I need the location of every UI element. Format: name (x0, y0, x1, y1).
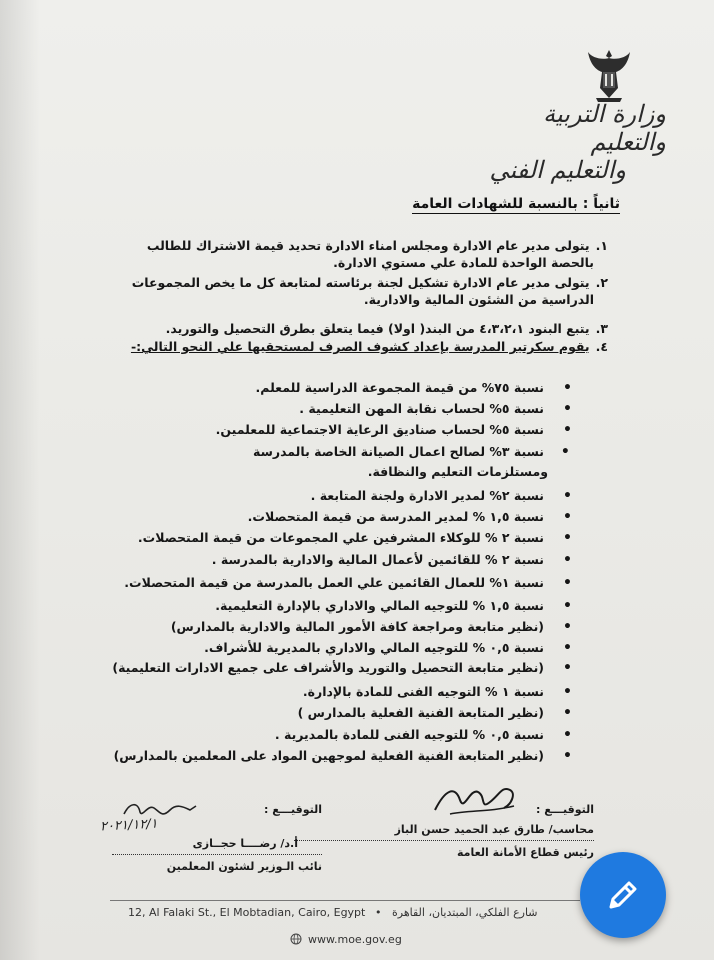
signatory-name: محاسب/ طارق عبد الحميد حسن الباز (394, 823, 594, 836)
numbered-item-4 (88, 338, 608, 355)
list-item: • (نظير متابعة التحصيل والتوريد والأشراف على جميع الادارات التعليمية) (112, 660, 544, 676)
list-item: • نسبة ٠,٥ % للتوجيه المالي والاداري بالمديرية للأشراف. (204, 640, 544, 656)
numbered-item-2 (88, 274, 608, 308)
item-number: ٣. (595, 321, 608, 336)
ministry-line-2: والتعليم الفني (489, 156, 626, 184)
list-item-continuation: ومستلزمات التعليم والنظافة. (367, 464, 548, 479)
numbered-item-1 (88, 237, 608, 271)
page-edge-shadow (0, 0, 40, 960)
list-item: • نسبة ٧٥% من قيمة المجموعة الدراسية للمعلم. (256, 380, 544, 396)
signatory-title: رئيس قطاع الأمانة العامة (294, 840, 594, 863)
signatory-name: أ.د/ رضــــا حجــازى (192, 837, 298, 850)
list-item: • نسبة ٢ % للوكلاء المشرفين علي المجموعات من قيمة المتحصلات. (138, 530, 544, 546)
list-item: • نسبة ٠,٥ % للتوجيه الفنى للمادة بالمديرية . (275, 727, 544, 743)
list-item: • نسبة ٢% لمدير الادارة ولجنة المتابعة . (311, 488, 544, 504)
signatory-title: نائب الـوزير لشئون المعلمين (112, 854, 322, 877)
pencil-icon (603, 875, 643, 915)
footer-address-en: 12, Al Falaki St., El Mobtadian, Cairo, Egypt (128, 906, 366, 919)
eagle-emblem-icon (586, 48, 632, 104)
footer-separator: • (375, 906, 382, 919)
list-item: • نسبة ٣% لصالح اعمال الصيانة الخاصة بالمدرسة (253, 444, 544, 460)
footer-website: www.moe.gov.eg (308, 933, 402, 946)
list-item: • نسبة ١,٥ % للتوجيه المالي والاداري بالإدارة التعليمية. (215, 598, 544, 614)
section-heading: ثانياً : بالنسبة للشهادات العامة (412, 196, 620, 212)
signature-label: التوقيـــع : (263, 803, 322, 816)
item-text-line: يتولى مدير عام الادارة تشكيل لجنة برئاسته لمتابعة كل ما يخص المجموعات (131, 275, 590, 290)
list-item: • (نظير المتابعة الفنية الفعلية لموجهين المواد على المعلمين بالمدارس) (114, 748, 544, 764)
ministry-name (466, 100, 666, 184)
list-item: • (نظير المتابعة الفنية الفعلية بالمدارس ) (298, 705, 544, 721)
ministry-line-1: وزارة التربية والتعليم (543, 100, 666, 156)
numbered-item-3 (88, 320, 608, 337)
item-text-line: الدراسية من الشئون المالية والادارية. (363, 292, 594, 307)
list-item: • نسبة ١% للعمال القائمين علي العمل بالمدرسة من قيمة المتحصلات. (124, 575, 544, 591)
list-item: • (نظير متابعة ومراجعة كافة الأمور المالية والادارية بالمدارس) (171, 619, 544, 635)
item-number: ٢. (595, 275, 608, 290)
list-item: • نسبة ٥% لحساب نقابة المهن التعليمية . (299, 401, 544, 417)
edit-fab-button[interactable] (580, 852, 666, 938)
item-text-line: بالحصة الواحدة للمادة علي مستوي الادارة. (333, 255, 594, 270)
list-item: • نسبة ٢ % للقائمين لأعمال المالية والادارية بالمدرسة . (212, 552, 544, 568)
list-item: • نسبة ١,٥ % لمدير المدرسة من قيمة المتحصلات. (248, 509, 544, 525)
item-number: ١. (595, 238, 608, 253)
item-text-line: يتولى مدير عام الادارة ومجلس امناء الادارة تحديد قيمة الاشتراك للطالب (146, 238, 590, 253)
footer-address-ar: شارع الفلكي، المبتديان، القاهرة (392, 906, 538, 919)
list-item: • نسبة ٥% لحساب صناديق الرعاية الاجتماعية للمعلمين. (216, 422, 544, 438)
signature-label: التوقيـــع : (535, 803, 594, 816)
item-number: ٤. (595, 339, 608, 354)
item-text-line: يتبع البنود ٤،٣،٢،١ من البند( اولا) فيما يتعلق بطرق التحصيل والتوريد. (165, 321, 590, 336)
item-text-line: يقوم سكرتير المدرسة بإعداد كشوف الصرف لمستحقيها علي النحو التالي:- (130, 339, 590, 354)
handwritten-date: ٢٠٢١/١٢/١ (99, 816, 158, 835)
handwritten-signature-right (430, 780, 520, 820)
footer-divider (110, 900, 580, 901)
globe-icon (290, 933, 302, 945)
list-item: • نسبة ١ % التوجيه الفنى للمادة بالإدارة. (303, 684, 544, 700)
